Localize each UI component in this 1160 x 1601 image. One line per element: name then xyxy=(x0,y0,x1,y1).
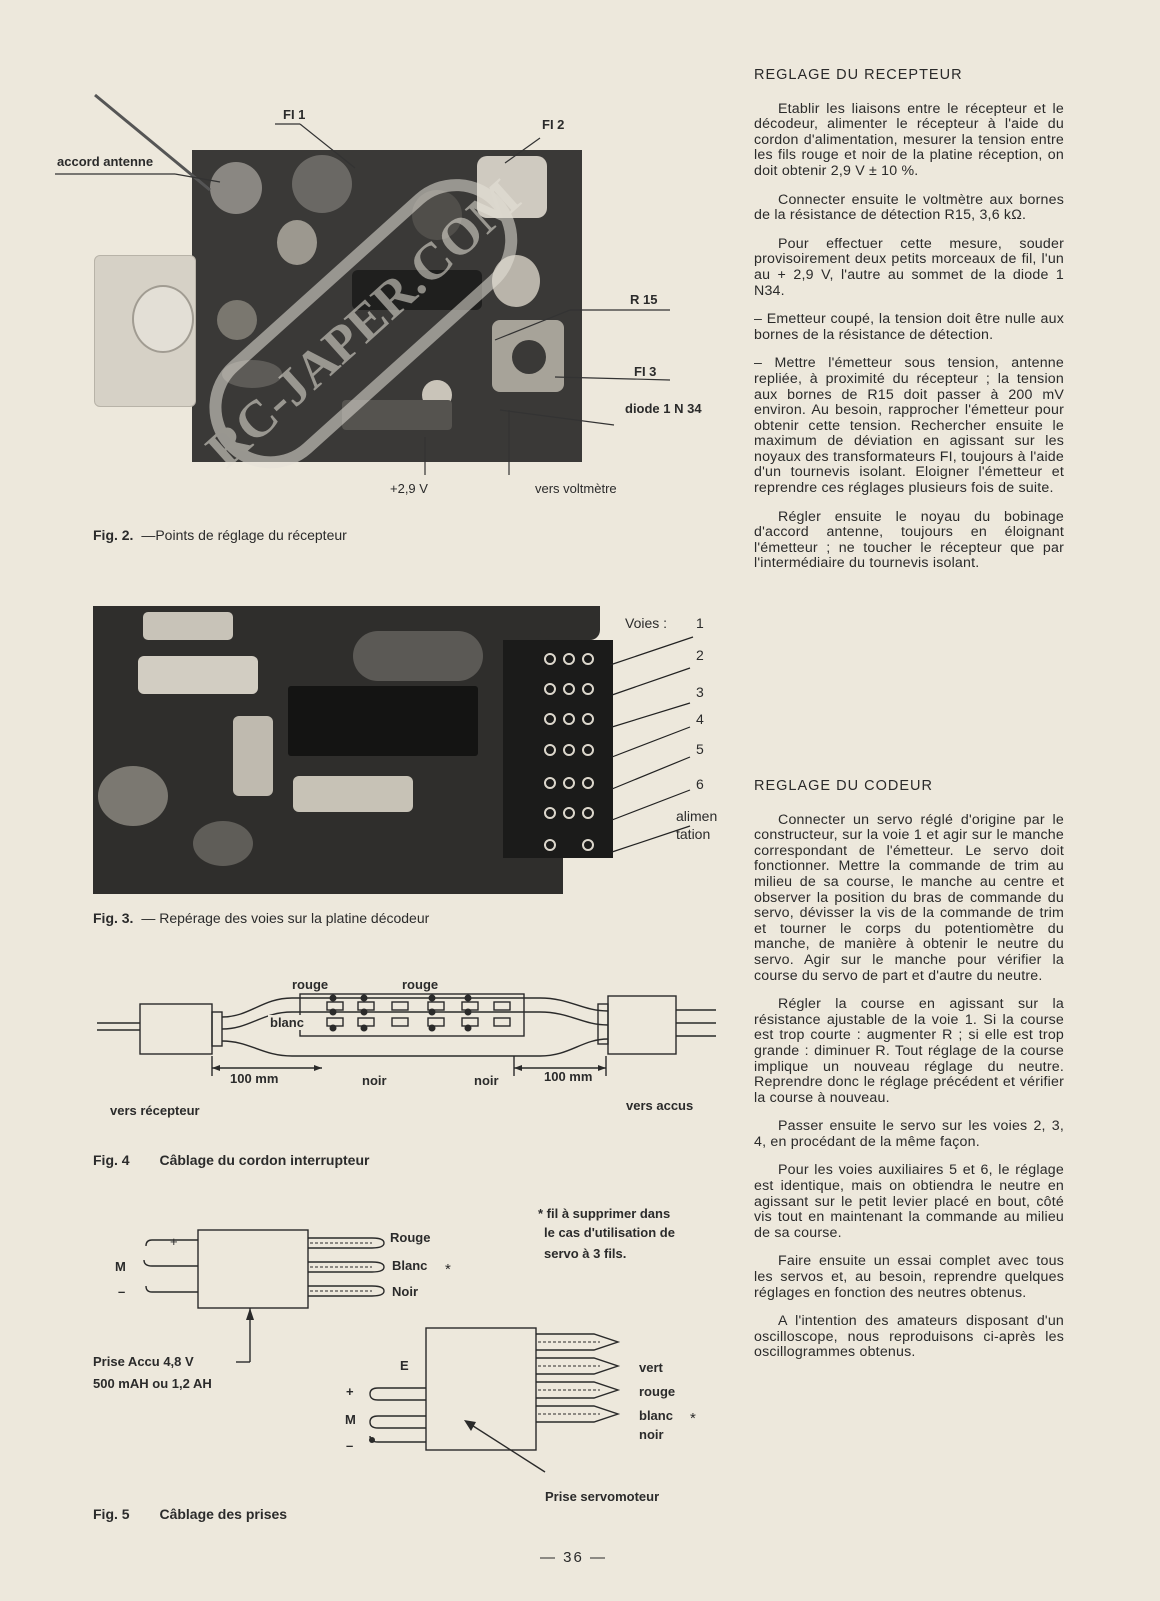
fig4-vers-recepteur: vers récepteur xyxy=(110,1103,200,1118)
paragraph-12: A l'intention des amateurs disposant d'un oscilloscope, nous reproduisons ci-après les oscillogrammes obtenus. xyxy=(754,1313,1064,1361)
alimentation-label-2: tation xyxy=(676,826,711,842)
fig5-lower-minus: – xyxy=(346,1438,354,1453)
fig4-dim-2: 100 mm xyxy=(544,1069,593,1084)
paragraph-3: Pour effectuer cette mesure, souder provisoirement deux petits morceaux de fil, l'un au + 2,9 V, l'autre au sommet de la diode 1 N34. xyxy=(754,235,1064,299)
fig5-upper-plus: + xyxy=(170,1234,178,1249)
fig5-caption xyxy=(93,1506,287,1522)
fig5-prise-accu-1: Prise Accu 4,8 V xyxy=(93,1354,194,1369)
fig5-lower-m: M xyxy=(345,1412,356,1427)
fig2-caption-text: —Points de réglage du récepteur xyxy=(141,527,347,543)
text-column-lower xyxy=(754,779,1064,1374)
fig2-caption-number: Fig. 2. xyxy=(93,527,134,543)
label-diode: diode 1 N 34 xyxy=(625,401,702,416)
fig4-noir-2: noir xyxy=(474,1073,499,1088)
fig5-upper-m: M xyxy=(115,1259,126,1274)
paragraph-11: Faire ensuite un essai complet avec tous les servos et, au besoin, reprendre quelques réglages en fonction des neutres obtenus. xyxy=(754,1253,1064,1301)
label-fi3: FI 3 xyxy=(634,364,657,379)
alimentation-label-1: alimen xyxy=(676,808,718,824)
fig4-caption-text: Câblage du cordon interrupteur xyxy=(159,1152,370,1168)
voie-6-label: 6 xyxy=(696,776,704,792)
voie-4-label: 4 xyxy=(696,711,704,727)
paragraph-9: Passer ensuite le servo sur les voies 2, 3, 4, en procédant de la même façon. xyxy=(754,1118,1064,1150)
fig3-caption-text: — Repérage des voies sur la platine décodeur xyxy=(141,910,430,926)
fig5-blanc-lower-star: * xyxy=(690,1410,696,1427)
fig5-rouge: Rouge xyxy=(390,1230,431,1245)
voie-1-label: 1 xyxy=(696,615,704,631)
heading-reglage-codeur: REGLAGE DU CODEUR xyxy=(754,778,933,794)
fig5-prise-accu-2: 500 mAH ou 1,2 AH xyxy=(93,1376,212,1391)
fig3-caption xyxy=(93,910,429,926)
heading-reglage-recepteur: REGLAGE DU RECEPTEUR xyxy=(754,67,963,83)
paragraph-4: – Emetteur coupé, la tension doit être nulle aux bornes de la résistance de détection. xyxy=(754,311,1064,343)
fig4-caption xyxy=(93,1152,369,1168)
paragraph-6: Régler ensuite le noyau du bobinage d'accord antenne, toujours en éloignant l'émetteur ; ne toucher le récepteur que par l'intermédiaire du tournevis isolant. xyxy=(754,508,1064,572)
fig5-blanc-star: * xyxy=(445,1261,451,1278)
fig5-lower-e: E xyxy=(400,1358,409,1373)
fig4-rouge-2: rouge xyxy=(402,977,439,992)
paragraph-2: Connecter ensuite le voltmètre aux bornes de la résistance de détection R15, 3,6 kΩ. xyxy=(754,191,1064,224)
label-fi2: FI 2 xyxy=(542,117,565,132)
fig5-caption-text: Câblage des prises xyxy=(159,1506,288,1522)
fig4-rouge-1: rouge xyxy=(292,977,329,992)
fig5-rouge-lower: rouge xyxy=(639,1384,676,1399)
fig4-noir-1: noir xyxy=(362,1073,387,1088)
voies-label: Voies : xyxy=(625,615,668,631)
fig4-blanc: blanc xyxy=(270,1015,304,1030)
fig5-lower-plus: + xyxy=(346,1384,354,1399)
label-r15: R 15 xyxy=(630,292,658,307)
fig5-note-1: * fil à supprimer dans xyxy=(538,1206,671,1221)
paragraph-8: Régler la course en agissant sur la résistance ajustable de la voie 1. Si la course est trop courte : augmenter R ; si elle est trop grande : diminuer R. Tout réglage de la course implique un nouveau réglage du neutre. Reprendre donc le réglage précédent et vérifier la course à nouveau. xyxy=(754,996,1064,1106)
page-number: — 36 — xyxy=(540,1549,608,1566)
label-accord-antenne: accord antenne xyxy=(57,154,154,169)
fig5-vert: vert xyxy=(639,1360,663,1375)
fig5-prise-servo: Prise servomoteur xyxy=(545,1489,660,1504)
paragraph-5: – Mettre l'émetteur sous tension, antenne repliée, à proximité du récepteur ; la tension aux bornes de R15 doit passer à 200 mV environ. Au besoin, rapprocher l'émetteur pour obtenir cette tension. Rechercher ensuite le maximum de déviation en agissant sur les noyaux des transformateurs FI, toujours à l'aide d'un tournevis isolant. Eloigner l'émetteur et reprendre ces réglages plusieurs fois de suite. xyxy=(754,355,1064,497)
fig5-noir: Noir xyxy=(392,1284,418,1299)
fig5-note-3: servo à 3 fils. xyxy=(544,1246,627,1261)
fig5-note-2: le cas d'utilisation de xyxy=(544,1225,675,1240)
fig3-caption-number: Fig. 3. xyxy=(93,910,134,926)
fig4-caption-number: Fig. 4 xyxy=(93,1152,130,1168)
watermark-text: RC-JAPER.COM xyxy=(195,169,532,480)
voie-5-label: 5 xyxy=(696,741,704,757)
fig5-upper-minus: – xyxy=(118,1284,126,1299)
paragraph-7: Connecter un servo réglé d'origine par le constructeur, sur la voie 1 et agir sur le manche correspondant de l'émetteur. Le servo doit fonctionner. Mettre la commande de trim au milieu de sa course, le manche au centre et observer la position du bras de commande du servo, dévisser la vis de la commande de trim et tourner le corps du potentiomètre du manche, de manière à obtenir le neutre du servo. Agir sur le manche pour vérifier la course du servo de part et d'autre du neutre. xyxy=(754,811,1064,984)
label-plus-2-9v: +2,9 V xyxy=(390,481,428,496)
fig5-blanc: Blanc xyxy=(392,1258,428,1273)
text-column-upper xyxy=(754,68,1064,585)
fig4-dim-1: 100 mm xyxy=(230,1071,279,1086)
label-fi1: FI 1 xyxy=(283,107,306,122)
fig4-vers-accus: vers accus xyxy=(626,1098,694,1113)
label-vers-voltmetre: vers voltmètre xyxy=(535,481,617,496)
fig5-noir-lower: noir xyxy=(639,1427,664,1442)
voie-3-label: 3 xyxy=(696,684,704,700)
voie-2-label: 2 xyxy=(696,647,704,663)
fig5-blanc-lower: blanc xyxy=(639,1408,673,1423)
fig5-caption-number: Fig. 5 xyxy=(93,1506,130,1522)
paragraph-10: Pour les voies auxiliaires 5 et 6, le réglage est identique, mais on obtiendra le neutre en agissant sur le petit levier placé en bout, côté vis tout en maintenant la commande au milieu de sa course. xyxy=(754,1162,1064,1241)
paragraph-1: Etablir les liaisons entre le récepteur et le décodeur, alimenter le récepteur à l'aide du cordon d'alimentation, mesurer la tension entre les fils rouge et noir de la platine réception, on doit obtenir 2,9 V ± 10 %. xyxy=(754,100,1064,179)
